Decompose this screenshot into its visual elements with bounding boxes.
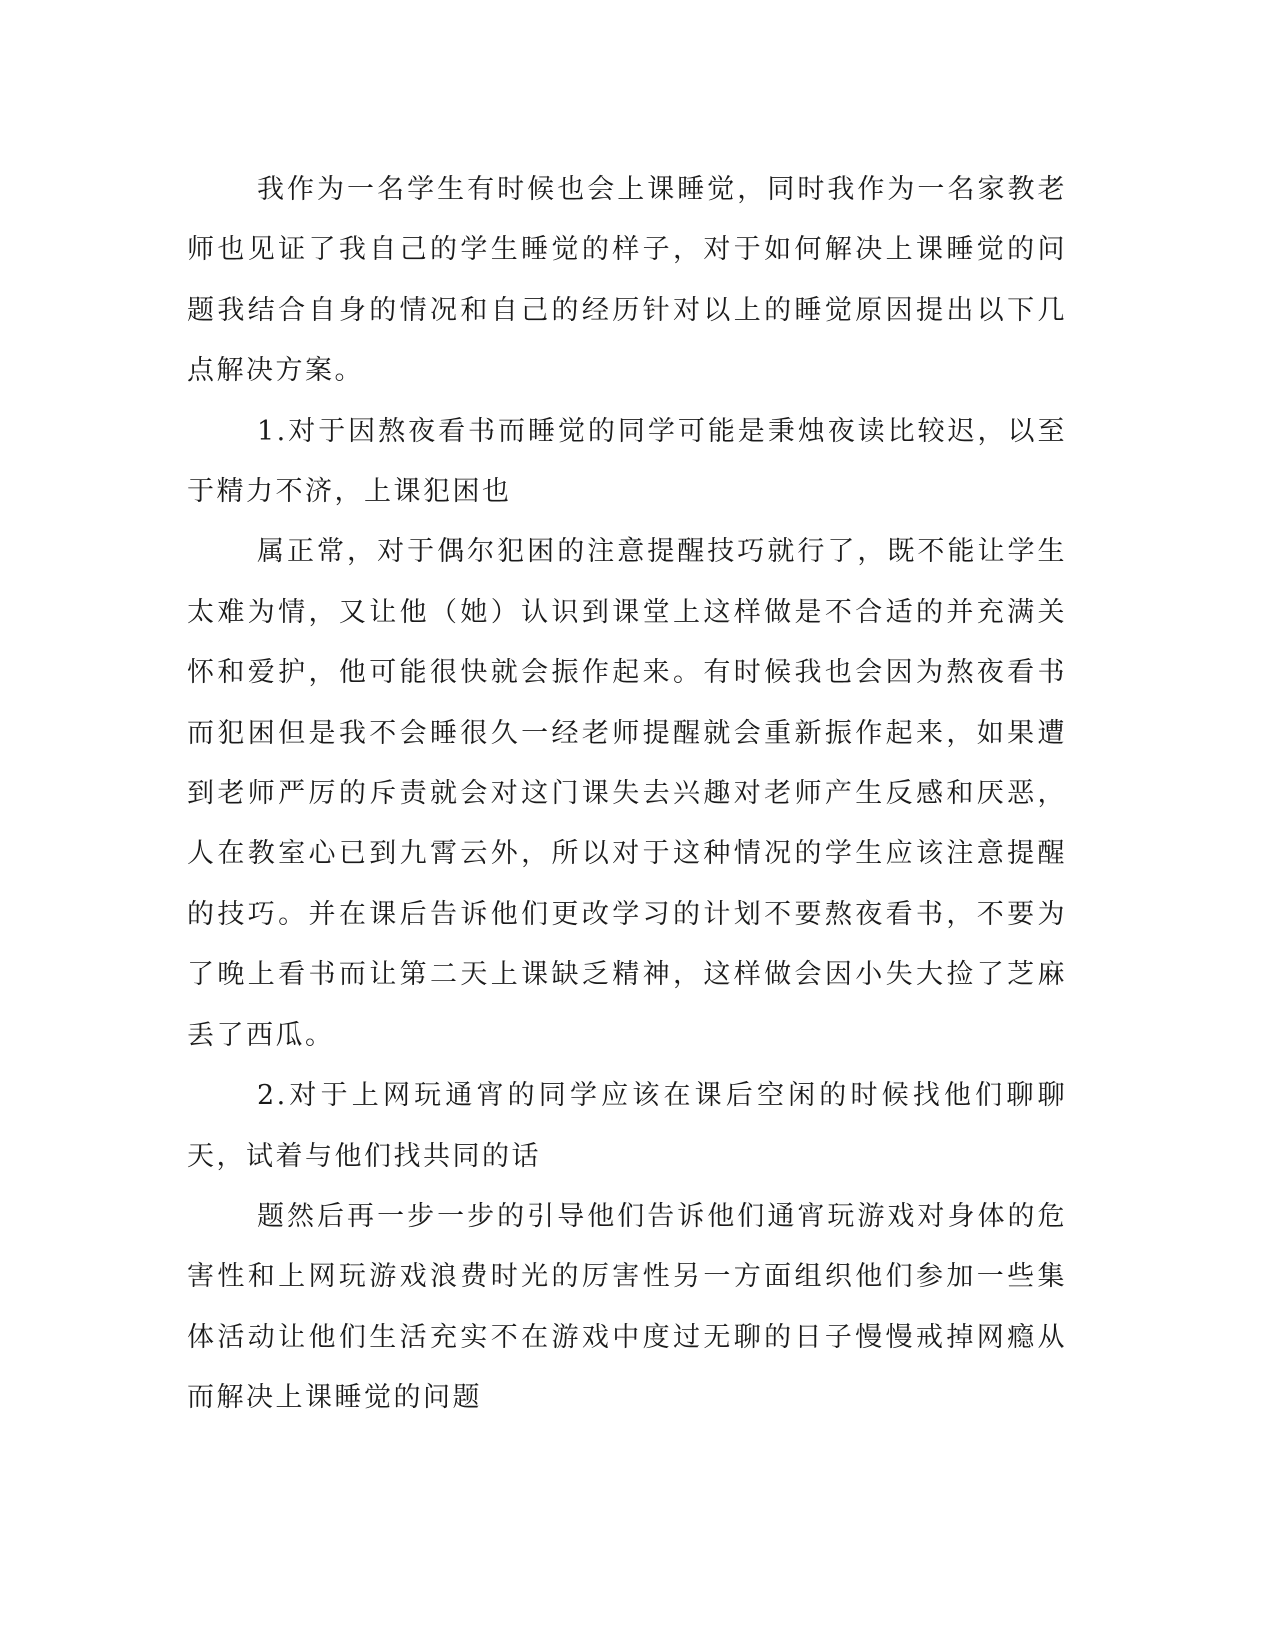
- paragraph-intro: 我作为一名学生有时候也会上课睡觉，同时我作为一名家教老师也见证了我自己的学生睡觉的样子，对于如何解决上课睡觉的问题我结合自身的情况和自己的经历针对以上的睡觉原因提出以下几点解决方案。: [187, 174, 1067, 387]
- paragraph-point-2-continued: 题然后再一步一步的引导他们告诉他们通宵玩游戏对身体的危害性和上网玩游戏浪费时光的厉害性另一方面组织他们参加一些集体活动让他们生活充实不在游戏中度过无聊的日子慢慢戒掉网瘾从而解决上课睡觉的问题: [187, 1200, 1067, 1414]
- document-body: [187, 160, 1067, 1429]
- paragraph-point-2: 2.对于上网玩通宵的同学应该在课后空闲的时候找他们聊聊天，试着与他们找共同的话: [187, 1080, 1067, 1172]
- paragraph-point-1-continued: 属正常，对于偶尔犯困的注意提醒技巧就行了，既不能让学生太难为情，又让他（她）认识到课堂上这样做是不合适的并充满关怀和爱护，他可能很快就会振作起来。有时候我也会因为熬夜看书而犯困但是我不会睡很久一经老师提醒就会重新振作起来，如果遭到老师严厉的斥责就会对这门课失去兴趣对老师产生反感和厌恶，人在教室心已到九霄云外，所以对于这种情况的学生应该注意提醒的技巧。并在课后告诉他们更改学习的计划不要熬夜看书，不要为了晚上看书而让第二天上课缺乏精神，这样做会因小失大捡了芝麻丢了西瓜。: [187, 536, 1067, 1051]
- paragraph-point-1: 1.对于因熬夜看书而睡觉的同学可能是秉烛夜读比较迟，以至于精力不济，上课犯困也: [187, 415, 1067, 508]
